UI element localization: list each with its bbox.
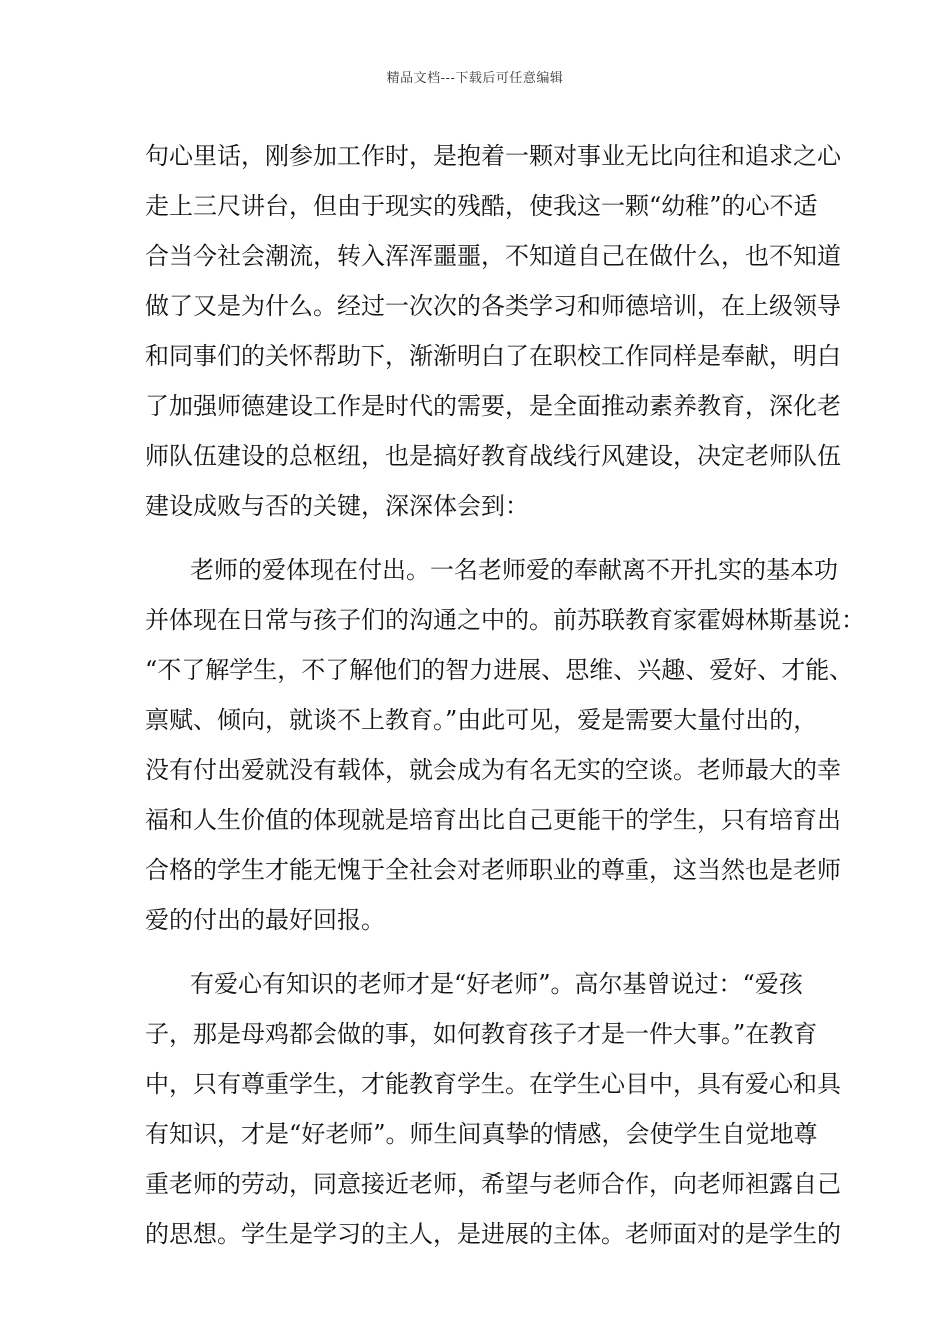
paragraph-line: 有爱心有知识的老师才是“好老师”。高尔基曾说过：“爱孩: [190, 970, 803, 998]
paragraph-line: “不了解学生，不了解他们的智力进展、思维、兴趣、爱好、才能、: [145, 656, 854, 684]
paragraph-line: 并体现在日常与孩子们的沟通之中的。前苏联教育家霍姆林斯基说：: [145, 606, 865, 634]
paragraph-line: 没有付出爱就没有载体，就会成为有名无实的空谈。老师最大的幸: [145, 756, 841, 784]
paragraph-line: 做了又是为什么。经过一次次的各类学习和师德培训，在上级领导: [145, 292, 841, 320]
paragraph-line: 爱的付出的最好回报。: [145, 906, 385, 934]
paragraph-line: 句心里话，刚参加工作时，是抱着一颗对事业无比向往和追求之心: [145, 142, 841, 170]
paragraph-line: 合格的学生才能无愧于全社会对老师职业的尊重，这当然也是老师: [145, 856, 841, 884]
paragraph-1: [145, 131, 841, 531]
paragraph-line: 走上三尺讲台，但由于现实的残酷，使我这一颗“幼稚”的心不适: [145, 192, 818, 220]
paragraph-line: 福和人生价值的体现就是培育出比自己更能干的学生，只有培育出: [145, 806, 841, 834]
paragraph-line: 有知识，才是“好老师”。师生间真挚的情感，会使学生自觉地尊: [145, 1120, 818, 1148]
paragraph-line: 老师的爱体现在付出。一名老师爱的奉献离不开扎实的基本功: [190, 556, 838, 584]
paragraph-line: 建设成败与否的关键，深深体会到：: [145, 492, 529, 520]
paragraph-line: 了加强师德建设工作是时代的需要，是全面推动素养教育，深化老: [145, 392, 841, 420]
document-body: [145, 131, 865, 1259]
paragraph-line: 子，那是母鸡都会做的事，如何教育孩子才是一件大事。”在教育: [145, 1020, 818, 1048]
paragraph-line: 合当今社会潮流，转入浑浑噩噩，不知道自己在做什么，也不知道: [145, 242, 841, 270]
paragraph-line: 重老师的劳动，同意接近老师，希望与老师合作，向老师袒露自己: [145, 1170, 841, 1198]
paragraph-line: 中，只有尊重学生，才能教育学生。在学生心目中，具有爱心和具: [145, 1070, 841, 1098]
paragraph-gap: [145, 945, 825, 959]
paragraph-line: 师队伍建设的总枢纽，也是搞好教育战线行风建设，决定老师队伍: [145, 442, 841, 470]
page-header: 精品文档---下载后可任意编辑: [386, 71, 564, 86]
paragraph-line: 的思想。学生是学习的主人，是进展的主体。老师面对的是学生的: [145, 1220, 841, 1248]
paragraph-2: [145, 545, 865, 945]
paragraph-line: 禀赋、倾向，就谈不上教育。”由此可见，爱是需要大量付出的，: [145, 706, 818, 734]
paragraph-line: 和同事们的关怀帮助下，渐渐明白了在职校工作同样是奉献，明白: [145, 342, 841, 370]
paragraph-gap: [145, 531, 825, 545]
paragraph-3: [145, 959, 841, 1259]
